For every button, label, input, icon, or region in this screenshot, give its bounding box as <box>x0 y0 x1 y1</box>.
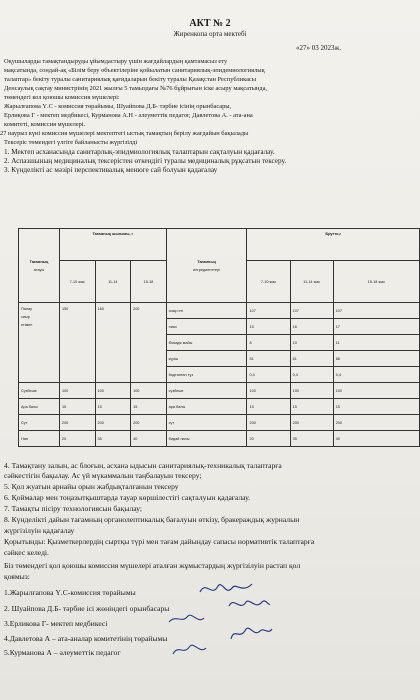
brutto-cell: 107 <box>333 303 419 319</box>
brutto-cell: 16 <box>290 319 333 335</box>
signature-2-icon <box>226 594 272 614</box>
confirm-line: қоямыз: <box>4 572 30 581</box>
dish-cell: Нан <box>19 431 60 447</box>
school-name: Жиренкопа орта мектебі <box>173 30 247 38</box>
dish-name: сиыр <box>21 315 30 319</box>
ingredient-cell: күріш <box>166 351 247 367</box>
header-food-label2: атауы <box>33 267 45 272</box>
signatory: 4.Давлетова А – ата-аналар комитетінің төрайымы <box>4 634 168 643</box>
brutto-cell: 10 <box>290 335 333 351</box>
brutto-cell: 40 <box>333 431 419 447</box>
header-food-label: Тағамның <box>29 259 49 264</box>
dish-name: етімен <box>21 323 33 327</box>
ingredient-cell: Өсімдік майы <box>166 335 247 351</box>
age-col: 15-18 <box>131 261 167 303</box>
signatory: 3.Ерликова Г- мектеп медбикесі <box>4 619 108 628</box>
ingredient-cell: сүзбеше <box>166 383 247 399</box>
check-item: 4. Тамақтану залын, ас блоғын, асхана ыдысын санитариялық-техникалық талаптарға <box>4 461 282 470</box>
check-item: 6. Қоймалар мен тоңазытқыштарда тауар көршілестігі сақталуын қадағалау. <box>4 493 251 502</box>
act-date: «27» 03 2023ж. <box>296 44 342 52</box>
brutto-cell: 100 <box>290 383 333 399</box>
signatory: 5.Курманова А – әлеуметтік педагог <box>4 648 121 657</box>
intro-line: мақсатында, сондай-ақ «Білім беру объектілеріне қойылатын санитариялық-эпидемиологиялық <box>4 67 265 74</box>
brutto-cell: 200 <box>290 415 333 431</box>
header-brutto-label: Брутто,г <box>325 232 342 236</box>
brutto-cell: 107 <box>290 303 333 319</box>
age-col: 11-14 <box>95 261 131 303</box>
check-item: жүргізілуін қадағалау <box>4 526 75 535</box>
brutto-cell: 0,4 <box>290 367 333 383</box>
intro-line: төмендегі кол қоюшы комиссия мүшелері: <box>4 94 120 101</box>
brutto-cell: 200 <box>247 415 290 431</box>
brutto-cell: 0,4 <box>333 367 419 383</box>
check-item: 5. Қол жуатын арнайы орын жабдықталғанын тексеру <box>4 482 179 491</box>
check-item: 8. Күнделікті дайын тағамның органолептикалық бағалуын өткізу, бракераждық журналын <box>4 515 300 524</box>
dish-cell <box>19 303 60 383</box>
brutto-cell: 68 <box>333 351 419 367</box>
portion-cell: 100 <box>95 383 131 399</box>
dish-cell: Сүзбеше <box>19 383 60 399</box>
ingredient-cell: ара балы <box>166 399 247 415</box>
age-col: 7-10 жас <box>247 261 290 303</box>
dish-cell: Сүт <box>19 415 60 431</box>
check-item: 7. Тамақты пісіру технологиясын бақылау; <box>4 504 143 513</box>
conclusion-line: Қорытынды: Қызметкерлердің сыртқы түрі мен тағам дайындау сапасы нормативтік талаптарға <box>4 537 315 546</box>
ingredient-cell: пияз <box>166 319 247 335</box>
brutto-cell: 17 <box>333 319 419 335</box>
brutto-cell: 15 <box>247 399 290 415</box>
intro-line: Денсаулық сақтау министрінің 2021 жылғы 5 тамыздағы №76 бұйрығын іске асыру мақсатында, <box>4 85 268 92</box>
header-ingr-label: Тағамның <box>197 259 216 264</box>
header-portion <box>59 229 166 261</box>
act-title: АКТ № 2 <box>189 18 231 29</box>
brutto-cell: 100 <box>333 383 419 399</box>
brutto-cell: 15 <box>247 319 290 335</box>
dish-name: Палау <box>21 307 33 311</box>
portion-cell: 200 <box>131 303 167 383</box>
ingredient-cell: сүт <box>166 415 247 431</box>
portion-cell: 180 <box>95 303 131 383</box>
brutto-cell: 20 <box>247 431 290 447</box>
intro-line: Тексеріс төмендегі үлгіге байланысты жүргізілді <box>4 139 138 146</box>
signature-3-icon <box>166 610 206 628</box>
intro-line: Жарылғапова Ү.С - комиссия төрайымы, Шуайпова Д.Б- тәрбие ісінің орынбасары, <box>4 103 232 110</box>
signatory: 1.Жарылғапова Ү.С-комиссия төрайымы <box>4 588 136 597</box>
check-item: 2. Аспазшының медициналық тексерістен өткендігі туралы медициналық рұқсатын тексеру. <box>4 157 287 165</box>
intro-line: 27 наурыз күні комиссия мүшелері мектептегі ыстық тамақтың берілу жағдайын бақылады <box>0 130 249 137</box>
brutto-cell: 15 <box>290 399 333 415</box>
portion-cell: 15 <box>59 399 95 415</box>
check-item: 1. Мектеп асханасында санитарлық-эпидмиологиялық талаптарын сақталуын қадағалау. <box>4 148 275 156</box>
brutto-cell: 51 <box>247 351 290 367</box>
brutto-cell: 0,4 <box>247 367 290 383</box>
portion-cell: 40 <box>131 431 167 447</box>
header-portion-label: Тағамның шығымы, г <box>92 232 134 236</box>
age-col: 15-18 жас <box>333 261 419 303</box>
signatory: 2. Шуайпова Д.Б- тәрбие ісі жөніндегі орынбасары <box>4 604 170 613</box>
confirm-line: Біз төмендегі қол қоюшы комиссия мүшелері аталған жұмыстардың жүргізілуін растап қол <box>4 561 301 570</box>
portion-cell: 15 <box>95 399 131 415</box>
signature-4-icon <box>228 623 274 645</box>
intro-line: комитеті, комиссия мүшелері. <box>4 121 86 128</box>
intro-line: талаптар» бекіту туралы санитариялық қағидаларын бекіту туралы Қазақстан Республикасы <box>4 76 257 83</box>
intro-line: Ерлиқова Г - мектеп медбикесі, Курманова А.Н - әлеуметтік педагог, Давлетова А. - ата-ана <box>4 112 253 119</box>
dish-cell: Ара балы <box>19 399 60 415</box>
check-item: 3. Күнделікті ас мәзірі перспективалық менюге сай болуын қадағалау <box>4 166 218 174</box>
brutto-cell: 8 <box>247 335 290 351</box>
portion-cell: 100 <box>59 383 95 399</box>
portion-cell: 200 <box>59 415 95 431</box>
portion-cell: 15 <box>131 399 167 415</box>
ingredient-cell: йодталған тұз <box>166 367 247 383</box>
portion-cell: 150 <box>59 303 95 383</box>
header-ingr-label2: ингредиенттері <box>193 267 220 272</box>
header-food-name <box>19 229 60 303</box>
portion-cell: 20 <box>59 431 95 447</box>
header-ingredients <box>166 229 247 303</box>
brutto-cell: 35 <box>290 431 333 447</box>
portion-cell: 200 <box>95 415 131 431</box>
ingredient-cell: сиыр еті <box>166 303 247 319</box>
age-col: 7-10 жас <box>59 261 95 303</box>
brutto-cell: 200 <box>333 415 419 431</box>
age-col: 11-14 жас <box>290 261 333 303</box>
brutto-cell: 61 <box>290 351 333 367</box>
brutto-cell: 11 <box>333 335 419 351</box>
intro-line: Оқушыларды тамақтандыруды ұйымдастыру үшін жағдайлардың қамтамасыз ету <box>4 58 228 65</box>
brutto-cell: 15 <box>333 399 419 415</box>
ingredient-cell: бидай наны <box>166 431 247 447</box>
header-brutto <box>247 229 420 261</box>
signature-5-icon <box>170 640 210 660</box>
portion-cell: 100 <box>131 383 167 399</box>
portion-cell: 200 <box>131 415 167 431</box>
brutto-cell: 107 <box>247 303 290 319</box>
conclusion-line: сәйкес келеді. <box>4 548 49 557</box>
brutto-cell: 100 <box>247 383 290 399</box>
portion-cell: 35 <box>95 431 131 447</box>
menu-table <box>18 228 420 447</box>
check-item: сәйкестігін бақылау. Ас үй мүкаммалын таңбалауын тексеру; <box>4 471 202 480</box>
